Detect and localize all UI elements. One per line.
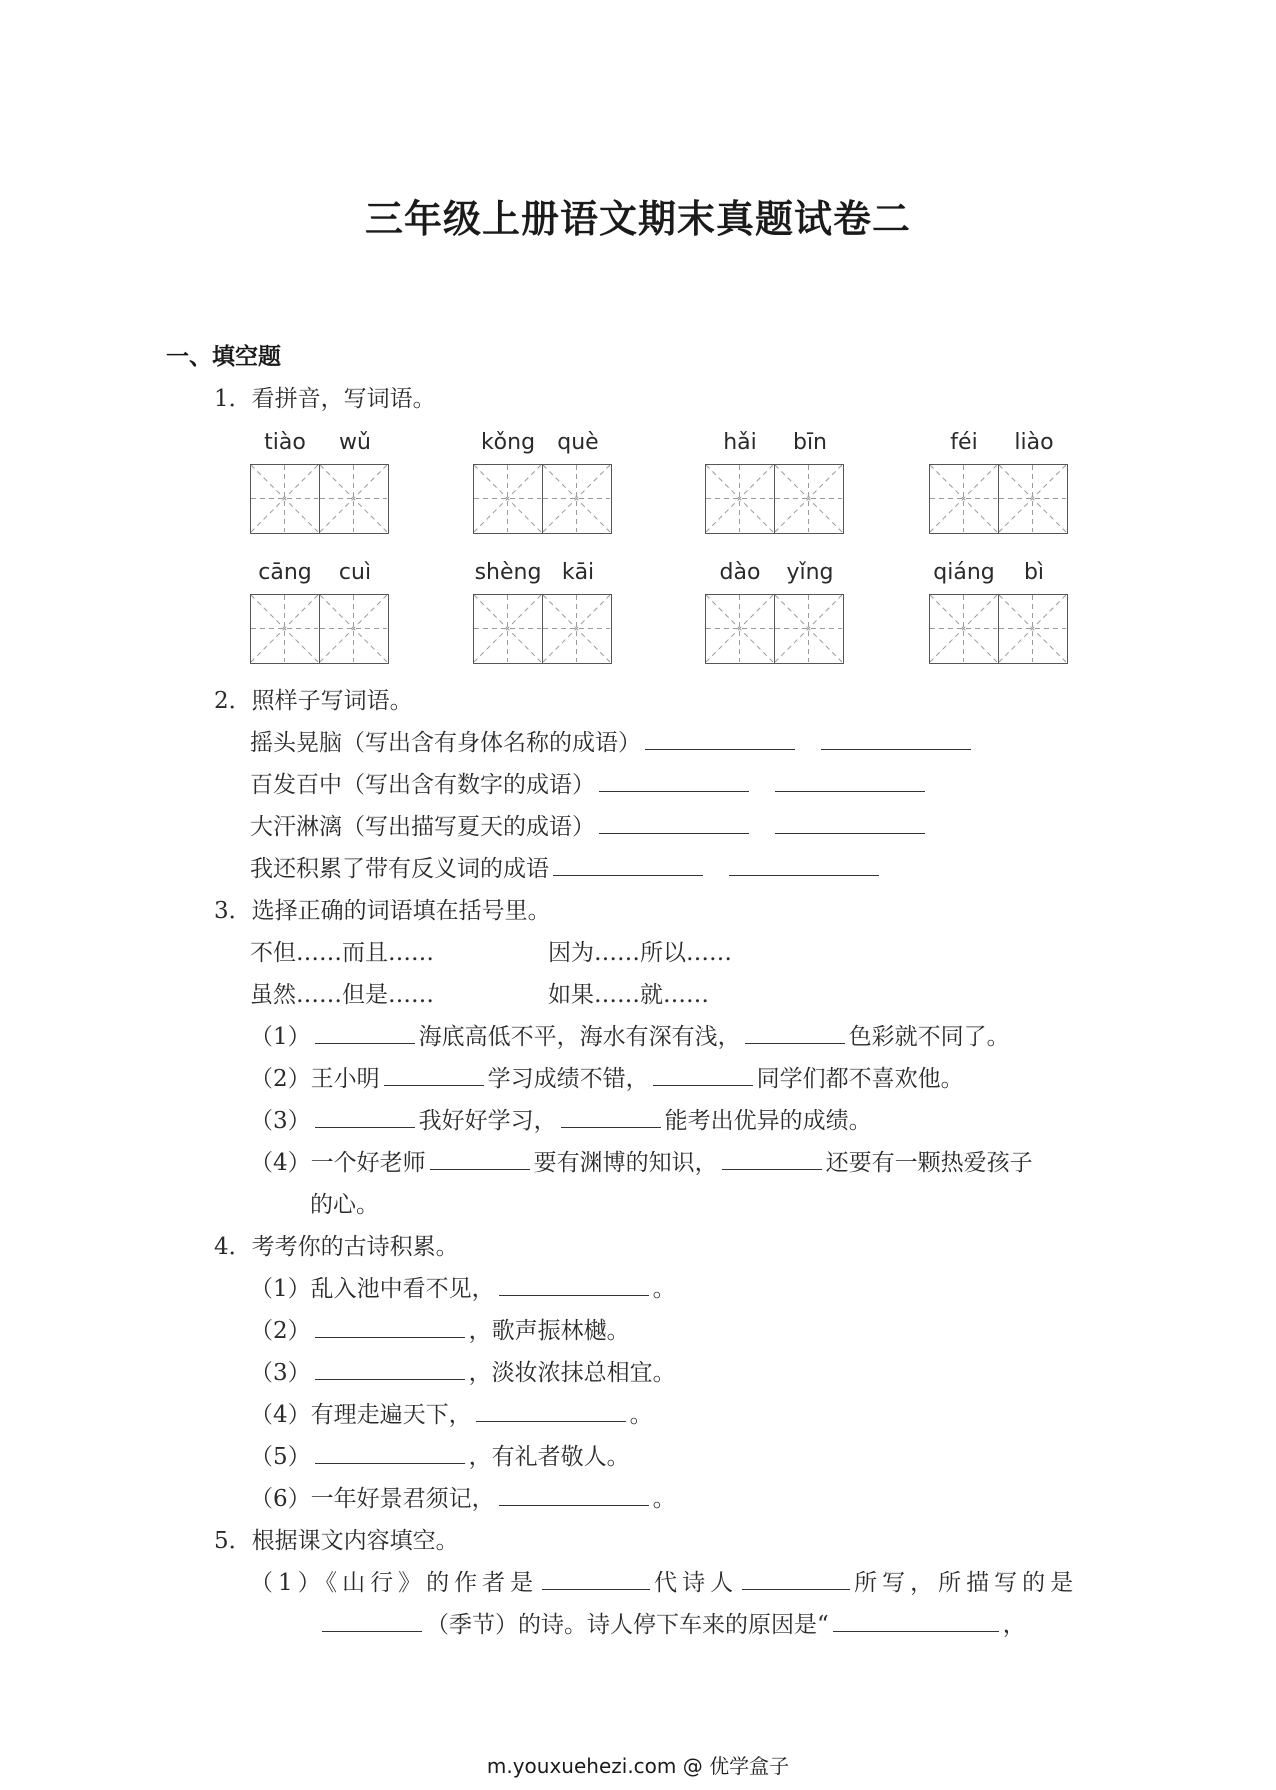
writing-grid-cell[interactable] [542,594,612,664]
q5-label: 5．根据课文内容填空。 [214,1528,459,1554]
q2-line-2-text: 百发百中（写出含有数字的成语） [250,772,595,798]
q5-item-1-blank-c[interactable] [322,1609,422,1632]
q2-line-3-text: 大汗淋漓（写出描写夏天的成语） [250,814,595,840]
writing-grid-pair [929,594,1066,664]
q4-item-6-post: 。 [652,1486,676,1512]
q4-item-1-blank[interactable] [499,1273,649,1296]
writing-grid-pair [929,464,1066,534]
writing-grid-cell[interactable] [250,464,320,534]
pinyin-word-group [705,560,845,670]
q3-item-4-text-b: 要有渊博的知识， [533,1150,718,1176]
q3-item-2 [250,1063,964,1095]
pinyin-word-group [250,430,390,540]
writing-grid-pair [705,594,842,664]
q3-option-2: 因为……所以…… [548,940,732,966]
q5-item-1-blank-a[interactable] [542,1567,650,1590]
q2-line-1-blank-b[interactable] [821,727,971,750]
q3-option-1: 不但……而且…… [250,940,434,966]
q5-item-1-text-a: 《山行》的作者是 [325,1570,539,1596]
q2-line-4-text: 我还积累了带有反义词的成语 [250,856,549,882]
pinyin-text: cāng [258,560,312,585]
q4-item-3-blank[interactable] [315,1357,465,1380]
writing-grid-pair [250,464,387,534]
q4-item-6 [250,1483,676,1515]
q5-item-1 [250,1567,1078,1599]
q4-item-4-blank[interactable] [476,1399,626,1422]
q4-item-2-num: （2） [250,1318,311,1344]
q3-item-2-text-c: 同学们都不喜欢他。 [756,1066,964,1092]
q2-label: 2．照样子写词语。 [214,688,413,714]
writing-grid-pair [473,594,610,664]
q2-line-3 [250,811,929,843]
pinyin-text: qiáng [933,560,995,585]
writing-grid-cell[interactable] [929,594,999,664]
writing-grid-cell[interactable] [774,594,844,664]
q4-item-1-post: 。 [652,1276,676,1302]
q1-label: 1．看拼音，写词语。 [214,386,436,412]
pinyin-text: shèng [474,560,542,585]
q3-item-3-text-b: 我好好学习， [418,1108,557,1134]
q4-item-5 [250,1441,630,1473]
q2-line-2-blank-a[interactable] [599,769,749,792]
q4-label: 4．考考你的古诗积累。 [214,1234,459,1260]
q3-item-2-text-a: 王小明 [310,1066,380,1092]
q3-item-4 [250,1147,1033,1179]
q2-line-1 [250,727,975,759]
q3-item-2-num: （2） [250,1066,311,1092]
q4-item-2-blank[interactable] [315,1315,465,1338]
writing-grid-pair [473,464,610,534]
q5-item-1-num: （1） [250,1570,326,1596]
q3-item-4-num: （4） [250,1150,311,1176]
writing-grid-cell[interactable] [705,464,775,534]
pinyin-word-group [473,560,613,670]
q5-item-1-text-c: 所写，所描写的是 [854,1570,1079,1596]
writing-grid-cell[interactable] [705,594,775,664]
q4-item-4-post: 。 [629,1402,653,1428]
q3-item-2-blank-b[interactable] [653,1063,753,1086]
q3-item-4-blank-a[interactable] [430,1147,530,1170]
pinyin-word-group [473,430,613,540]
q3-option-4: 如果……就…… [548,982,709,1008]
q3-item-3 [250,1105,872,1137]
q3-item-3-blank-b[interactable] [561,1105,661,1128]
writing-grid-pair [250,594,387,664]
q4-item-3-post: ，淡妆浓抹总相宜。 [468,1360,676,1386]
writing-grid-cell[interactable] [319,464,389,534]
q2-line-4 [250,853,883,885]
writing-grid-cell[interactable] [998,464,1068,534]
pinyin-text: liào [1014,430,1054,455]
q5-item-1-text-e: ， [1002,1612,1026,1638]
q3-item-1-num: （1） [250,1024,311,1050]
writing-grid-cell[interactable] [929,464,999,534]
writing-grid-cell[interactable] [319,594,389,664]
q2-line-3-blank-a[interactable] [599,811,749,834]
q4-item-2-post: ，歌声振林樾。 [468,1318,630,1344]
q3-item-3-blank-a[interactable] [315,1105,415,1128]
q3-item-4-cont: 的心。 [310,1192,379,1218]
q4-item-5-blank[interactable] [315,1441,465,1464]
writing-grid-cell[interactable] [473,464,543,534]
pinyin-text: wǔ [339,430,371,455]
q5-item-1-cont [318,1609,1026,1641]
q4-item-4 [250,1399,653,1431]
pinyin-word-group [929,430,1069,540]
q4-item-2 [250,1315,630,1347]
q2-line-3-blank-b[interactable] [775,811,925,834]
q3-option-3: 虽然……但是…… [250,982,434,1008]
q4-item-3-num: （3） [250,1360,311,1386]
writing-grid-cell[interactable] [998,594,1068,664]
q2-line-4-blank-a[interactable] [553,853,703,876]
pinyin-text: dào [719,560,761,585]
q4-item-6-blank[interactable] [499,1483,649,1506]
pinyin-text: kāi [561,560,595,585]
writing-grid-cell[interactable] [542,464,612,534]
pinyin-word-group [929,560,1069,670]
q5-item-1-blank-b[interactable] [742,1567,850,1590]
writing-grid-cell[interactable] [250,594,320,664]
q3-item-2-blank-a[interactable] [384,1063,484,1086]
pinyin-text: bì [1023,560,1045,585]
pinyin-word-group [250,560,390,670]
q5-item-1-blank-d[interactable] [833,1609,999,1632]
pinyin-text: yǐng [786,560,834,585]
q4-item-1 [250,1273,676,1305]
q2-line-2-blank-b[interactable] [775,769,925,792]
q4-item-5-post: ，有礼者敬人。 [468,1444,630,1470]
writing-grid-cell[interactable] [473,594,543,664]
q3-item-4-blank-b[interactable] [722,1147,822,1170]
pinyin-text: tiào [264,430,306,455]
pinyin-text: què [557,430,599,455]
page-title: 三年级上册语文期末真题试卷二 [364,197,911,241]
q2-line-1-blank-a[interactable] [645,727,795,750]
pinyin-text: bīn [792,430,828,455]
q3-item-3-num: （3） [250,1108,311,1134]
footer-watermark: m.youxuehezi.com @ 优学盒子 [486,1754,790,1778]
pinyin-text: féi [950,430,978,455]
writing-grid-pair [705,464,842,534]
pinyin-text: hǎi [723,430,757,455]
q4-item-5-num: （5） [250,1444,311,1470]
q5-item-1-text-b: 代诗人 [654,1570,739,1596]
q2-line-2 [250,769,929,801]
pinyin-text: kǒng [480,430,536,455]
q3-item-1-text-c: 色彩就不同了。 [848,1024,1010,1050]
q3-item-2-text-b: 学习成绩不错， [487,1066,649,1092]
q4-item-6-num: （6） [250,1486,311,1512]
q5-item-1-text-d: （季节）的诗。诗人停下车来的原因是“ [426,1612,829,1638]
pinyin-word-group [705,430,845,540]
q4-item-3 [250,1357,676,1389]
q4-item-4-num: （4） [250,1402,311,1428]
q4-item-1-pre: 乱入池中看不见， [310,1276,495,1302]
q4-item-4-pre: 有理走遍天下， [310,1402,472,1428]
q3-item-4-text-a: 一个好老师 [310,1150,426,1176]
q3-item-1-text-b: 海底高低不平，海水有深有浅， [418,1024,741,1050]
q3-label: 3．选择正确的词语填在括号里。 [214,898,551,924]
q4-item-1-num: （1） [250,1276,311,1302]
q3-item-1-blank-a[interactable] [315,1021,415,1044]
section-title-fill-in: 一、填空题 [166,344,281,370]
q4-item-6-pre: 一年好景君须记， [310,1486,495,1512]
q2-line-1-text: 摇头晃脑（写出含有身体名称的成语） [250,730,641,756]
q3-item-4-text-c: 还要有一颗热爱孩子 [825,1150,1033,1176]
q3-item-1-blank-b[interactable] [745,1021,845,1044]
q3-item-3-text-c: 能考出优异的成绩。 [664,1108,872,1134]
pinyin-text: cuì [338,560,372,585]
writing-grid-cell[interactable] [774,464,844,534]
q3-item-1 [250,1021,1010,1053]
q2-line-4-blank-b[interactable] [729,853,879,876]
